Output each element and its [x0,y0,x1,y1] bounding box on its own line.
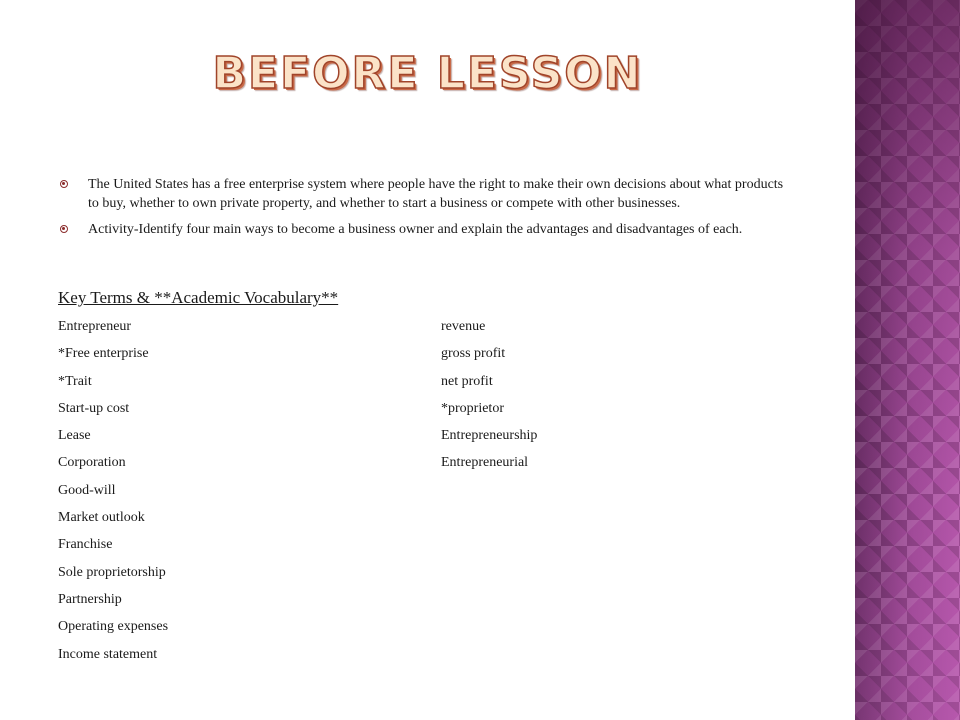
term-item: Partnership [58,591,122,607]
term-item: revenue [441,319,486,334]
terms-column-right [441,318,537,482]
term-item: *Free enterprise [58,346,149,362]
term-item: Entrepreneur [58,319,132,334]
term-item: Market outlook [58,510,145,526]
terms-column-left [58,318,168,673]
term-item: net profit [441,373,493,389]
term-item: Start-up cost [58,400,130,416]
term-item: Income statement [58,646,158,662]
term-item: Entrepreneurship [441,428,538,444]
term-item: *proprietor [441,400,504,416]
bullet-item [58,175,793,213]
key-terms-heading: Key Terms & **Academic Vocabulary** [58,288,339,307]
term-item: gross profit [441,346,506,362]
bullet-icon [60,180,68,188]
term-item: Entrepreneurial [441,455,529,471]
bullet-list [58,175,793,246]
term-item: *Trait [58,373,92,389]
term-item: Good-will [58,482,116,498]
bullet-text: The United States has a free enterprise system where people have the right to make their own decisions about what products to buy, whether to own private property, and whether to start a business or compete with other businesses. [88,177,784,211]
term-item: Lease [58,428,91,444]
bullet-item [58,220,793,239]
term-item: Sole proprietorship [58,564,166,580]
slide-title-container [0,48,855,99]
slide-title: BEFORE LESSON [212,48,643,99]
term-item: Operating expenses [58,619,169,635]
bullet-icon [60,225,68,233]
term-item: Corporation [58,455,126,471]
term-item: Franchise [58,537,113,553]
bullet-text: Activity-Identify four main ways to become a business owner and explain the advantages and disadvantages of each. [88,222,743,237]
decorative-side-panel [855,0,960,720]
